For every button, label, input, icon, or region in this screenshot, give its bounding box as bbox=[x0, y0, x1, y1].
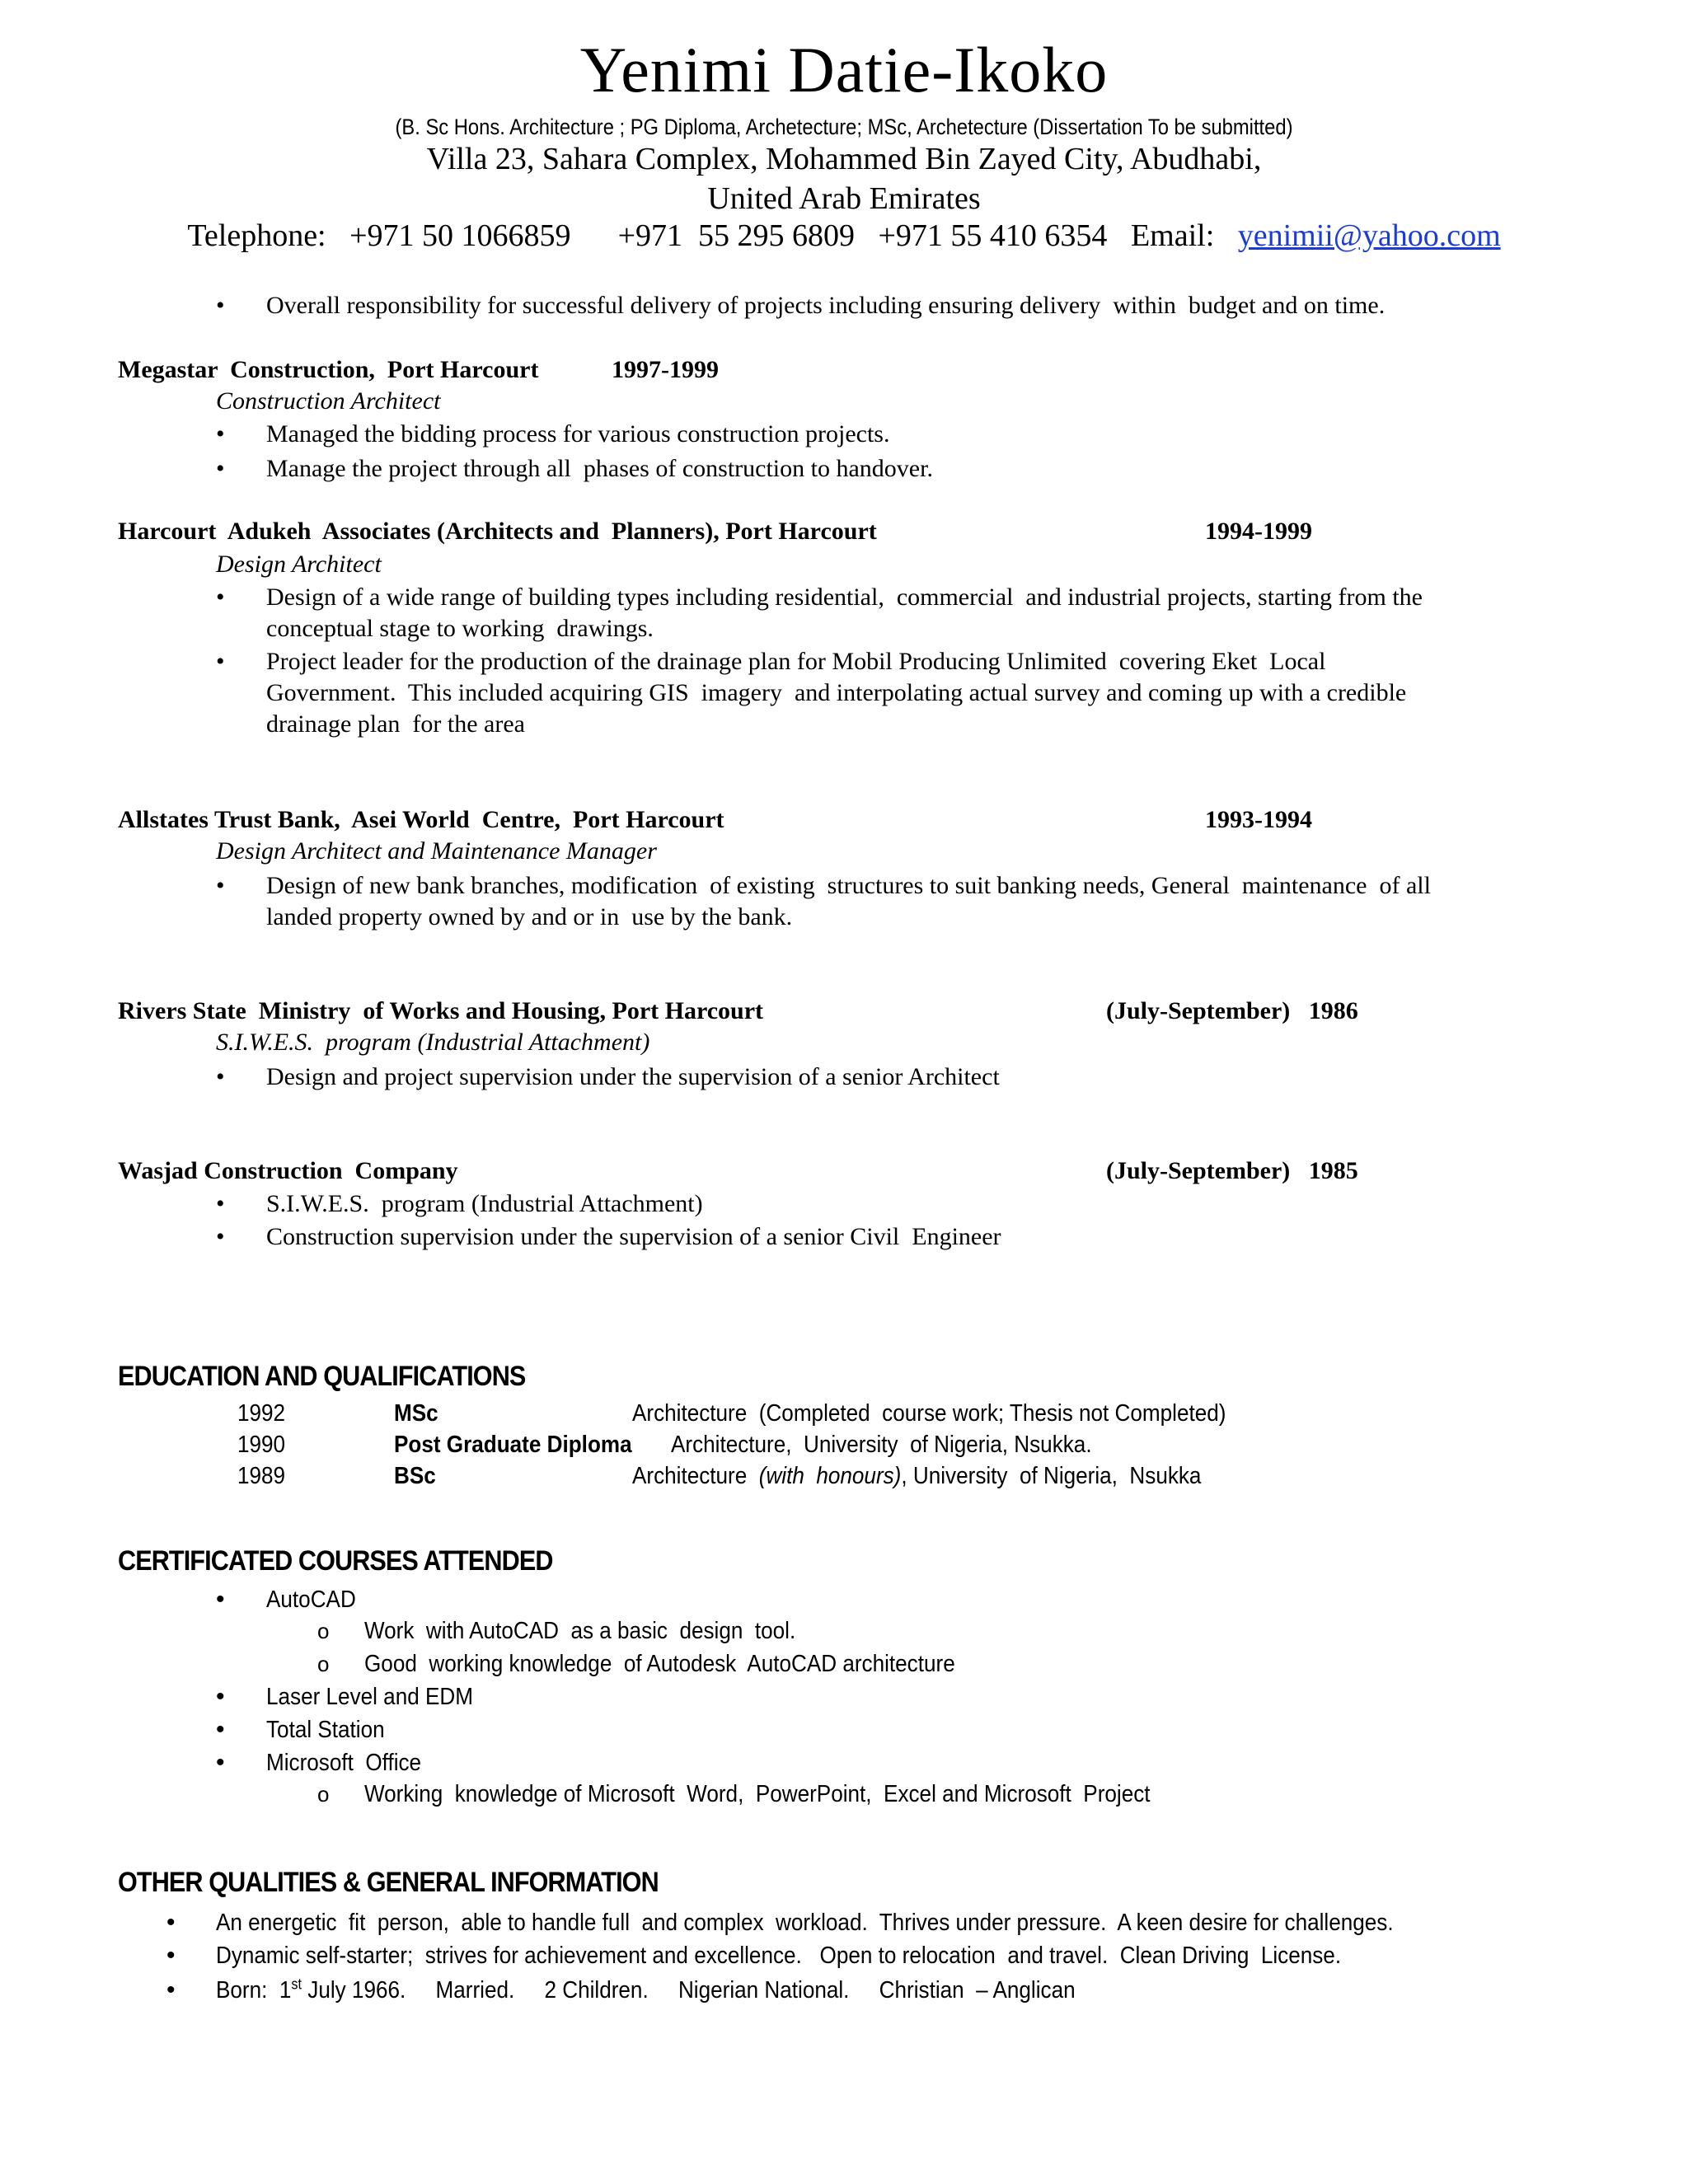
bullet-dot: • bbox=[216, 583, 225, 611]
bullet-dot: • bbox=[216, 872, 225, 899]
dates-harcourt-adukeh: 1994-1999 bbox=[1205, 518, 1312, 545]
email-label: Email: bbox=[1130, 218, 1215, 253]
edu-degree: MSc bbox=[394, 1400, 438, 1427]
job-bullet: Design of a wide range of building types including residential, commercial and industrial projects, starting from the bbox=[266, 583, 1423, 611]
dates-wasjad: (July-September) 1985 bbox=[1106, 1157, 1358, 1184]
edu-degree: Post Graduate Diploma bbox=[394, 1432, 632, 1458]
address-line-1: Villa 23, Sahara Complex, Mohammed Bin Zayed City, Abudhabi, bbox=[426, 142, 1262, 176]
address-line-2: United Arab Emirates bbox=[707, 181, 981, 216]
edu-year: 1989 bbox=[237, 1463, 286, 1489]
job-bullet: Design and project supervision under the supervision of a senior Architect bbox=[266, 1063, 1000, 1090]
bullet-dot: • bbox=[216, 1586, 225, 1613]
edu-detail: Architecture (Completed course work; Thesis not Completed) bbox=[632, 1400, 1226, 1427]
job-bullet: Manage the project through all phases of construction to handover. bbox=[266, 455, 933, 482]
job-bullet-cont: drainage plan for the area bbox=[266, 710, 525, 738]
qualifications-line: (B. Sc Hons. Architecture ; PG Diploma, Archetecture; MSc, Archetecture (Dissertation To be submitted) bbox=[395, 115, 1293, 139]
other-item: Dynamic self-starter; strives for achievement and excellence. Open to relocation and travel. Clean Driving License. bbox=[216, 1943, 1342, 1969]
course-subitem: Working knowledge of Microsoft Word, PowerPoint, Excel and Microsoft Project bbox=[364, 1781, 1151, 1807]
bullet-dot: • bbox=[216, 648, 225, 675]
job-bullet: Construction supervision under the supervision of a senior Civil Engineer bbox=[266, 1223, 1001, 1250]
bullet-dot: • bbox=[216, 1223, 225, 1250]
bullet-dot: • bbox=[216, 455, 225, 482]
telephone-label: Telephone: bbox=[187, 218, 326, 253]
sub-bullet-circle: o bbox=[317, 1782, 330, 1807]
bullet-dot: • bbox=[166, 1942, 176, 1969]
employer-allstates: Allstates Trust Bank, Asei World Centre, Port Harcourt bbox=[118, 806, 724, 833]
phone-1: +971 50 1066859 bbox=[349, 218, 571, 253]
bullet-dot: • bbox=[216, 292, 225, 319]
contact-line bbox=[0, 216, 1688, 255]
edu-degree: BSc bbox=[394, 1463, 436, 1489]
role-allstates: Design Architect and Maintenance Manager bbox=[216, 837, 657, 865]
course-item: Laser Level and EDM bbox=[266, 1684, 473, 1710]
sub-bullet-circle: o bbox=[317, 1619, 330, 1643]
bullet-dot: • bbox=[166, 1976, 176, 2004]
education-heading: EDUCATION AND QUALIFICATIONS bbox=[118, 1361, 526, 1392]
bullet-dot: • bbox=[216, 1063, 225, 1090]
role-rivers-state: S.I.W.E.S. program (Industrial Attachment) bbox=[216, 1029, 650, 1056]
bullet-dot: • bbox=[216, 1190, 225, 1217]
course-item: AutoCAD bbox=[266, 1586, 356, 1613]
course-item: Microsoft Office bbox=[266, 1750, 422, 1776]
employer-wasjad: Wasjad Construction Company bbox=[118, 1157, 458, 1184]
dates-rivers-state: (July-September) 1986 bbox=[1106, 997, 1358, 1024]
job-bullet-cont: Government. This included acquiring GIS imagery and interpolating actual survey and coming up with a credible bbox=[266, 679, 1407, 706]
employer-harcourt-adukeh: Harcourt Adukeh Associates (Architects and Planners), Port Harcourt bbox=[118, 518, 877, 545]
edu-detail: Architecture (with honours), University of Nigeria, Nsukka bbox=[632, 1463, 1202, 1489]
edu-detail: Architecture, University of Nigeria, Nsukka. bbox=[671, 1432, 1092, 1458]
job-bullet: Managed the bidding process for various construction projects. bbox=[266, 420, 890, 448]
job-bullet-cont: landed property owned by and or in use by the bank. bbox=[266, 903, 793, 930]
born-item: Born: 1st July 1966. Married. 2 Children. Nigerian National. Christian – Anglican bbox=[216, 1975, 1076, 2004]
role-megastar: Construction Architect bbox=[216, 387, 441, 415]
job-bullet: Design of new bank branches, modification of existing structures to suit banking needs, General maintenance of all bbox=[266, 872, 1431, 899]
sub-bullet-circle: o bbox=[317, 1652, 330, 1676]
phone-2: +971 55 295 6809 bbox=[617, 218, 855, 253]
dates-allstates: 1993-1994 bbox=[1205, 806, 1312, 833]
course-subitem: Work with AutoCAD as a basic design tool. bbox=[364, 1618, 796, 1644]
job-bullet: S.I.W.E.S. program (Industrial Attachment) bbox=[266, 1190, 703, 1217]
edu-year: 1992 bbox=[237, 1400, 286, 1427]
other-heading: OTHER QUALITIES & GENERAL INFORMATION bbox=[118, 1867, 659, 1898]
course-item: Total Station bbox=[266, 1717, 385, 1743]
edu-year: 1990 bbox=[237, 1432, 286, 1458]
bullet-dot: • bbox=[216, 420, 225, 448]
bullet-dot: • bbox=[216, 1683, 225, 1710]
email-link[interactable]: yenimii@yahoo.com bbox=[1237, 218, 1501, 253]
courses-heading: CERTIFICATED COURSES ATTENDED bbox=[118, 1545, 553, 1577]
bullet-dot: • bbox=[166, 1909, 176, 1936]
phone-3: +971 55 410 6354 bbox=[878, 218, 1108, 253]
job-bullet: Project leader for the production of the drainage plan for Mobil Producing Unlimited covering Eket Local bbox=[266, 648, 1326, 675]
course-subitem: Good working knowledge of Autodesk AutoCAD architecture bbox=[364, 1651, 955, 1677]
other-item: An energetic fit person, able to handle full and complex workload. Thrives under pressure. A keen desire for challenges. bbox=[216, 1910, 1394, 1936]
bullet-dot: • bbox=[216, 1749, 225, 1776]
job-bullet-cont: conceptual stage to working drawings. bbox=[266, 615, 654, 642]
role-harcourt-adukeh: Design Architect bbox=[216, 551, 382, 578]
employer-megastar: Megastar Construction, Port Harcourt bbox=[118, 356, 539, 383]
dates-megastar: 1997-1999 bbox=[612, 356, 719, 383]
bullet-dot: • bbox=[216, 1716, 225, 1743]
candidate-name: Yenimi Datie-Ikoko bbox=[579, 34, 1109, 105]
responsibility-text: Overall responsibility for successful delivery of projects including ensuring delivery within budget and on time. bbox=[266, 292, 1386, 319]
employer-rivers-state: Rivers State Ministry of Works and Housing, Port Harcourt bbox=[118, 997, 764, 1024]
